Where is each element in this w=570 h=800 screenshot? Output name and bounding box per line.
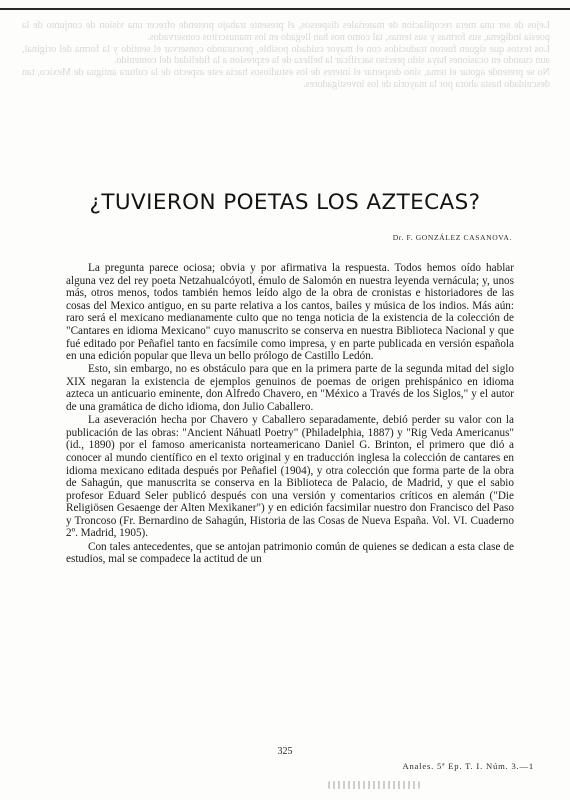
page-number: 325 (277, 746, 293, 757)
body-paragraph: Con tales antecedentes, que se antojan patrimonio común de quienes se dedican a esta clase de estudios, mal se compadece la actitud de un (66, 540, 514, 566)
scan-smudge (328, 781, 420, 789)
article-byline: Dr. F. GONZÁLEZ CASANOVA. (392, 233, 512, 242)
bleed-through-paragraph: No se pretende agotar el tema, sino despertar el interes de los estudiosos hacia este aspecto de la cultura antigua de Mexico, tan descuidado hasta ahora por la mayoria de los investigadores. (22, 67, 550, 90)
top-rule (0, 8, 570, 10)
article-title: ¿TUVIERON POETAS LOS AZTECAS? (89, 190, 481, 215)
bleed-through-paragraph: Lejos de ser una mera recopilacion de materiales dispersos, el presente trabajo pretende ofrecer una vision de conjunto de la poesia indigena, sus formas y sus temas, tal como nos han llegado en los manuscritos conservados. (22, 20, 550, 43)
body-paragraph: La aseveración hecha por Chavero y Caballero separadamente, debió perder su valor con la publicación de las obras: "Ancient Náhuatl Poetry" (Philadelphia, 1887) y "Rig Veda Americanus" (id., 1890) por el famoso americanista norteamericano Daniel G. Brinton, el primero que dió a conocer al mundo científico en el texto original y en traducción inglesa la colección de cantares en idioma mexicano editada después por Peñafiel (1904), y otra colección que forma parte de la obra de Sahagún, que manuscrita se conserva en la Biblioteca de Palacio, de Madrid, y que el sabio profesor Eduard Seler publicó después con una versión y comentarios críticos en alemán ("Die Religiösen Gesaenge der Alten Mexikaner") y en edición facsimilar nuestro don Francisco del Paso y Troncoso (Fr. Bernardino de Sahagún, Historia de las Cosas de Nueva España. Vol. VI. Cuaderno 2º. Madrid, 1905). (66, 414, 514, 540)
body-paragraph: La pregunta parece ociosa; obvia y por afirmativa la respuesta. Todos hemos oído hablar alguna vez del rey poeta Netzahualcóyotl, émulo de Salomón en nuestra leyenda vernácula; y, unos más, otros menos, todos también hemos leído algo de la obra de cronistas e historiadores de las cosas del Mexico antiguo, en su parte relativa a los cantos, bailes y música de los indios. Más aún: raro será el mexicano medianamente culto que no tenga noticia de la existencia de la colección de "Cantares en idioma Mexicano" cuyo manuscrito se conserva en nuestra Biblioteca Nacional y que fué editado por Peñafiel tanto en facsímile como impresa, y en parte publicada en versión española en una edición popular que lleva un bello prólogo de Castillo Ledón. (66, 262, 514, 363)
bleed-through-paragraph: Los textos que siguen fueron traducidos con el mayor cuidado posible, procurando conservar el sentido y la forma del original, aun cuando en ocasiones haya sido preciso sacrificar la belleza de la expresion a la fidelidad del contenido. (22, 43, 550, 67)
article-body (66, 262, 514, 566)
body-paragraph: Esto, sin embargo, no es obstáculo para que en la primera parte de la segunda mitad del siglo XIX negaran la existencia de ejemplos genuinos de poemas de origen prehispánico en idioma azteca un anticuario eminente, don Alfredo Chavero, en "México a Través de los Siglos," y el autor de una gramática de dicho idioma, don Julio Caballero. (66, 363, 514, 414)
bleed-through-text (22, 20, 550, 138)
journal-reference: Anales. 5ª Ep. T. I. Núm. 3.—1 (402, 761, 534, 771)
